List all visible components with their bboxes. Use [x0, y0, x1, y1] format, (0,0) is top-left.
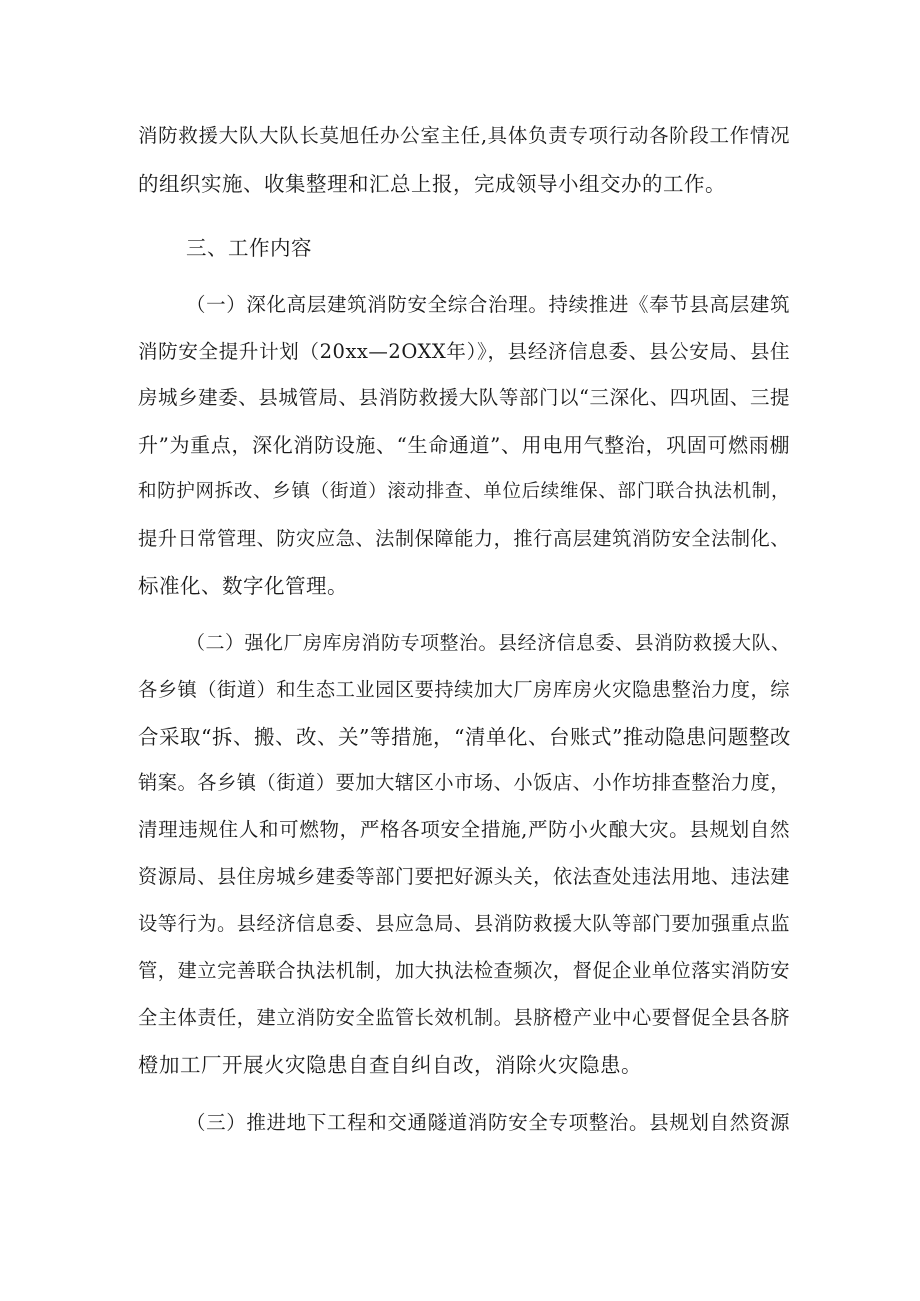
paragraph-2-line-9: 全主体责任，建立消防安全监管长效机制。县脐橙产业中心要督促全县各脐	[138, 1006, 790, 1029]
paragraph-1-line-1: （一）深化高层建筑消防安全综合治理。持续推进《奉节县高层建筑	[186, 293, 790, 316]
paragraph-1-line-3: 房城乡建委、县城管局、县消防救援大队等部门以“三深化、四巩固、三提	[138, 386, 790, 409]
paragraph-2-line-3: 合采取“拆、搬、改、关”等措施，“清单化、台账式”推动隐患问题整改	[138, 725, 791, 749]
paragraph-2-line-7: 设等行为。县经济信息委、县应急局、县消防救援大队等部门要加强重点监	[138, 912, 790, 935]
paragraph-2-line-8: 管，建立完善联合执法机制，加大执法检查频次，督促企业单位落实消防安	[138, 959, 790, 982]
paragraph-1-line-2: 消防安全提升计划（20xx—2OXX年）》，县经济信息委、县公安局、县住	[138, 340, 790, 363]
paragraph-2-line-4: 销案。各乡镇（街道）要加大辖区小市场、小饭店、小作坊排查整治力度，	[138, 771, 790, 794]
paragraph-2-line-10: 橙加工厂开展火灾隐患自查自纠自改，消除火灾隐患。	[138, 1053, 642, 1077]
paragraph-3-line-1: （三）推进地下工程和交通隧道消防安全专项整治。县规划自然资源	[186, 1111, 790, 1134]
paragraph-1-line-5: 和防护网拆改、乡镇（街道）滚动排查、单位后续维保、部门联合执法机制，	[138, 481, 790, 502]
paragraph-1-line-7: 标准化、数字化管理。	[138, 574, 348, 598]
paragraph-2-line-6: 资源局、县住房城乡建委等部门要把好源头关，依法查处违法用地、违法建	[138, 865, 790, 888]
paragraph-2-line-1: （二）强化厂房库房消防专项整治。县经济信息委、县消防救援大队、	[186, 632, 791, 654]
paragraph-1-line-4: 升”为重点，深化消防设施、“生命通道”、用电用气整治，巩固可燃雨棚	[138, 433, 790, 457]
section-heading: 三、工作内容	[186, 236, 312, 260]
intro-line-1: 消防救援大队大队长莫旭任办公室主任,具体负责专项行动各阶段工作情况	[138, 124, 790, 147]
paragraph-1-line-6: 提升日常管理、防灾应急、法制保障能力，推行高层建筑消防安全法制化、	[138, 527, 790, 550]
paragraph-2-line-2: 各乡镇（街道）和生态工业园区要持续加大厂房库房火灾隐患整治力度，综	[138, 678, 790, 701]
paragraph-2-line-5: 清理违规住人和可燃物，严格各项安全措施,严防小火酿大灾。县规划自然	[138, 818, 790, 841]
intro-line-2: 的组织实施、收集整理和汇总上报，完成领导小组交办的工作。	[138, 172, 726, 196]
